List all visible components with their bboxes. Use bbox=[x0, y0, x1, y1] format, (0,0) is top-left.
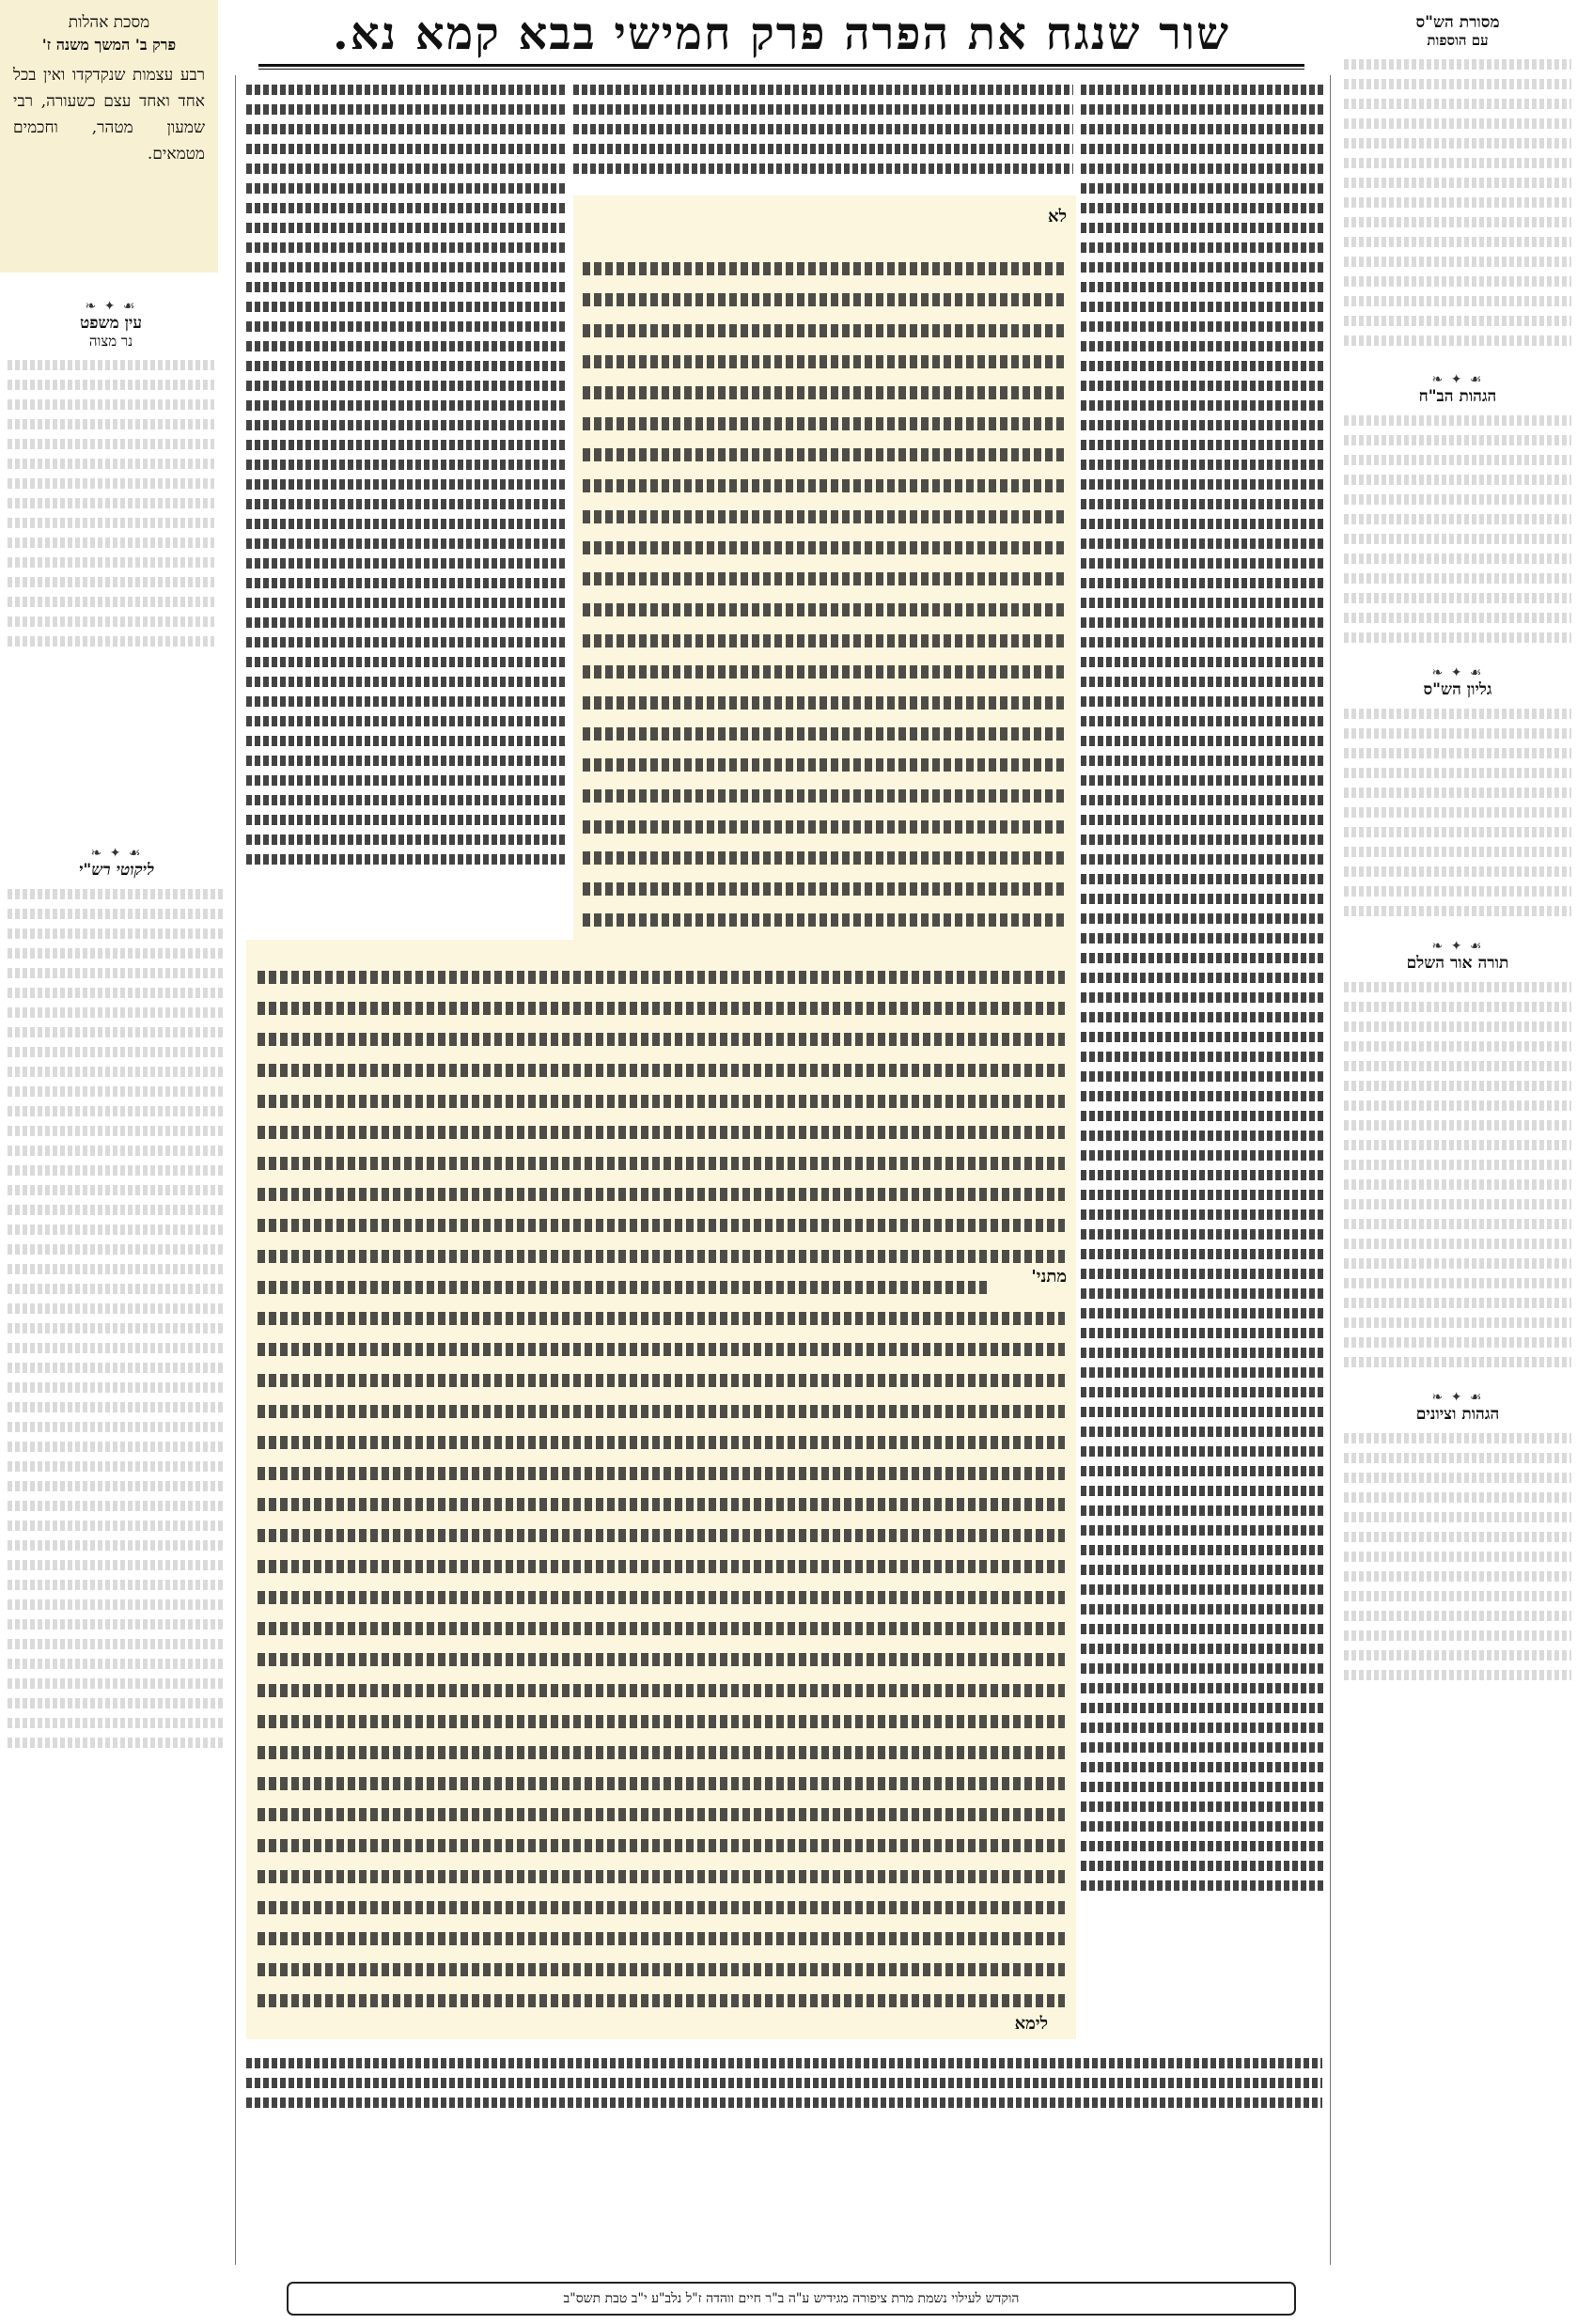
torah-or-title: תורה אור השלם bbox=[1406, 954, 1509, 973]
likutei-rashi-title: ליקוטי רש"י bbox=[78, 861, 155, 880]
gemara-upper-block bbox=[573, 195, 1076, 957]
ohalot-box-subtitle: פרק ב' המשך משנה ז' bbox=[41, 36, 177, 54]
ornament-divider: ❧ ✦ ☙ bbox=[1431, 1390, 1484, 1405]
tosafot-commentary bbox=[246, 75, 566, 940]
ein-mishpat-subtitle: נר מצוה bbox=[88, 333, 133, 350]
page-title: שור שנגח את הפרה פרק חמישי בבא קמא נא. bbox=[333, 8, 1230, 60]
gemara-opening-word: לא bbox=[1048, 207, 1067, 226]
ornament-divider: ❧ ✦ ☙ bbox=[85, 299, 137, 314]
right-margin-column bbox=[1344, 13, 1571, 1690]
gilyon-hashas-body bbox=[1344, 709, 1571, 916]
commentary-top-strip bbox=[573, 75, 1073, 188]
gemara-closing-word: לימא bbox=[1014, 2014, 1048, 2034]
ohalot-box bbox=[0, 0, 218, 273]
mesoret-hashas-title: מסורת הש"ס bbox=[1415, 13, 1500, 32]
ein-mishpat-title: עין משפט bbox=[80, 314, 142, 333]
commentary-bottom-strip bbox=[246, 2049, 1322, 2133]
mishna-marker: מתני' bbox=[1031, 1267, 1067, 1287]
likutei-rashi-section bbox=[8, 846, 226, 1757]
likutei-rashi-body bbox=[8, 889, 226, 1748]
torah-or-body bbox=[1344, 982, 1571, 1367]
dedication-banner: הוקדש לעילוי נשמת מרת ציפורה מגידיש ע"ה ב"ר חיים ווהדה ז"ל נלב"ע י"ב טבת תשס"ב bbox=[287, 2282, 1296, 2316]
gemara-lower-block bbox=[246, 940, 1076, 2039]
ohalot-box-title: מסכת אהלות bbox=[68, 13, 150, 32]
ein-mishpat-body bbox=[8, 360, 214, 647]
hagahot-habach-body bbox=[1344, 415, 1571, 643]
mesoret-hashas-body bbox=[1344, 59, 1571, 346]
column-rule bbox=[235, 75, 236, 2265]
ornament-divider: ❧ ✦ ☙ bbox=[1431, 372, 1484, 387]
gemara-lower-text bbox=[246, 940, 1076, 2007]
rashi-commentary bbox=[1081, 75, 1323, 2161]
ornament-divider: ❧ ✦ ☙ bbox=[90, 846, 143, 861]
ornament-divider: ❧ ✦ ☙ bbox=[1431, 939, 1484, 954]
ornament-divider: ❧ ✦ ☙ bbox=[1431, 665, 1484, 680]
hagahot-tziyunim-body bbox=[1344, 1433, 1571, 1680]
ein-mishpat-section bbox=[8, 299, 214, 656]
gemara-upper-text bbox=[573, 195, 1076, 927]
ohalot-box-text: רבע עצמות שנקדקדו ואין בכל אחד ואחד עצם כשעורה, רבי שמעון מטהר, וחכמים מטמאים. bbox=[13, 66, 205, 164]
header-divider bbox=[258, 64, 1304, 67]
hagahot-habach-title: הגהות הב"ח bbox=[1418, 387, 1497, 406]
hagahot-tziyunim-title: הגהות וציונים bbox=[1415, 1405, 1500, 1424]
gilyon-hashas-title: גליון הש"ס bbox=[1423, 680, 1492, 699]
column-rule bbox=[1330, 75, 1331, 2265]
header-divider-thin bbox=[258, 69, 1304, 70]
mesoret-hashas-subtitle: עם הוספות bbox=[1427, 32, 1489, 49]
